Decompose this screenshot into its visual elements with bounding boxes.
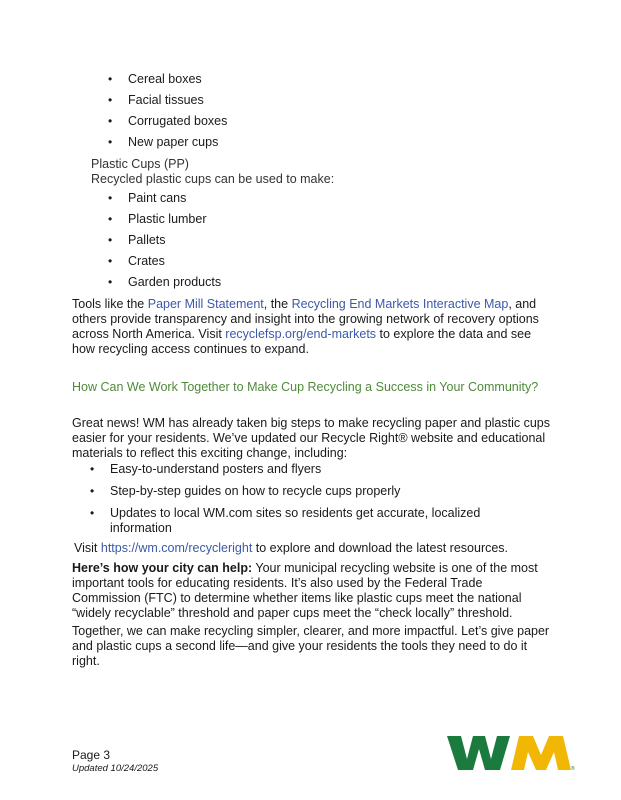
list-item: • Updates to local WM.com sites so residents get accurate, localized information (110, 506, 540, 536)
text-run: , and others provide transparency and insight into the growing network of recovery options across North America. Visit (72, 297, 539, 341)
list-item: • Garden products (128, 275, 221, 290)
registered-mark: ® (571, 766, 575, 772)
list-item: • Plastic lumber (128, 212, 221, 227)
list-item: • New paper cups (128, 135, 227, 150)
list-item: • Pallets (128, 233, 221, 248)
closing-paragraph: Together, we can make recycling simpler, clearer, and more impactful. Let’s give paper and plastic cups a second life—and give your residents the tools they need to do it right. (72, 624, 550, 668)
plastic-cups-intro: Recycled plastic cups can be used to make: (91, 172, 335, 186)
text-run: to explore the data and see how recycling access continues to expand. (72, 327, 532, 356)
wm-logo (447, 733, 577, 773)
recycleright-link[interactable]: https://wm.com/recycleright (100, 541, 253, 555)
text-run: Your municipal recycling website is one of the most important tools for educating residents. It’s also used by the Federal Trade Commission (FTC) to determine whether items like plastic cups meet the national “widely recyclable” threshold and paper cups meet the “check locally” threshold. (72, 561, 538, 620)
plastic-cups-heading: Plastic Cups (PP) (91, 157, 189, 171)
intro-paragraph: Great news! WM has already taken big steps to make recycling paper and plastic cups easier for your residents. We’ve updated our Recycle Right® website and educational materials to reflect this exciting change, including: (72, 416, 551, 460)
list-item: • Easy-to-understand posters and flyers (110, 462, 540, 477)
text-run: Tools like the (72, 297, 148, 311)
paper-products-list (128, 72, 227, 156)
list-item: • Crates (128, 254, 221, 269)
text-run: to explore and download the latest resources. (252, 541, 509, 555)
list-item: • Cereal boxes (128, 72, 227, 87)
text-run: Visit (74, 541, 101, 555)
wm-logo-mark (447, 736, 571, 770)
paper-mill-statement-link[interactable]: Paper Mill Statement (147, 297, 264, 311)
text-run: , the (263, 297, 292, 311)
section-heading: How Can We Work Together to Make Cup Recycling a Success in Your Community? (72, 380, 539, 394)
updates-list (110, 462, 540, 543)
list-item: • Corrugated boxes (128, 114, 227, 129)
list-item: • Paint cans (128, 191, 221, 206)
updated-date: Updated 10/24/2025 (72, 763, 159, 774)
list-item: • Step-by-step guides on how to recycle cups properly (110, 484, 540, 499)
page-number: Page 3 (72, 748, 111, 762)
help-lead: Here’s how your city can help: (72, 561, 253, 575)
list-item: • Facial tissues (128, 93, 227, 108)
end-markets-map-link[interactable]: Recycling End Markets Interactive Map (291, 297, 509, 311)
tools-paragraph (72, 297, 552, 357)
plastic-products-list (128, 191, 221, 296)
help-paragraph (72, 561, 552, 621)
recyclefsp-link[interactable]: recyclefsp.org/end-markets (225, 327, 377, 341)
visit-paragraph (74, 541, 554, 556)
